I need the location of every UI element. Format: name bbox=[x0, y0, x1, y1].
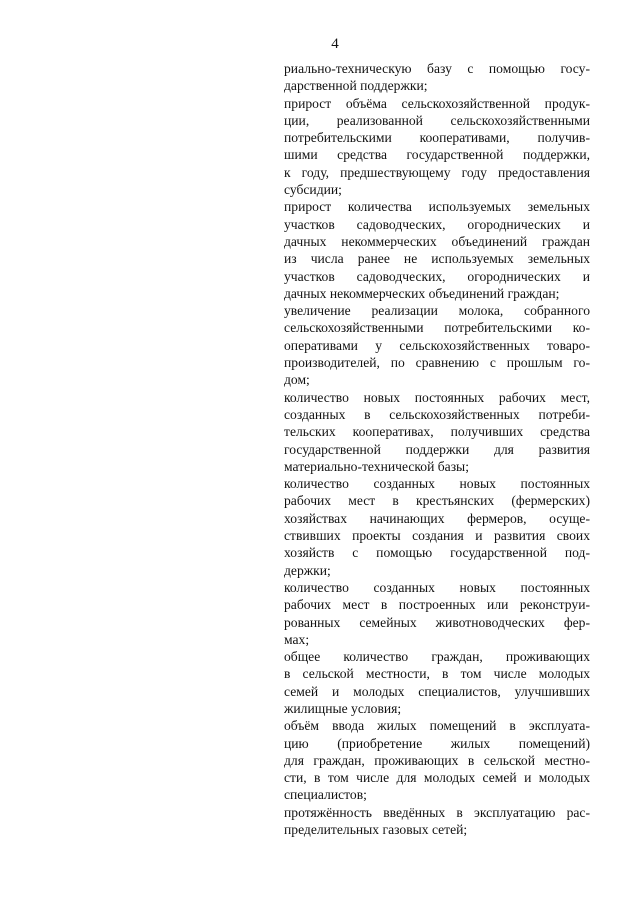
text-line: прирост объёма сельскохозяйственной продук- bbox=[284, 95, 590, 111]
paragraph bbox=[284, 198, 590, 302]
text-line: дачных некоммерческих объединений граждан bbox=[284, 233, 590, 249]
text-line: рабочих мест в построенных или реконструи- bbox=[284, 597, 590, 613]
text-line: дом; bbox=[284, 372, 310, 388]
text-line: шими средства государственной поддержки, bbox=[284, 147, 590, 163]
text-line: количество новых постоянных рабочих мест, bbox=[284, 389, 590, 405]
text-line: сти, в том числе для молодых семей и молодых bbox=[284, 770, 590, 786]
text-line: риально-техническую базу с помощью госу- bbox=[284, 61, 590, 76]
paragraph bbox=[284, 475, 590, 579]
text-line: семей и молодых специалистов, улучшивших bbox=[284, 683, 590, 699]
text-line: хозяйствах начинающих фермеров, осуще- bbox=[284, 510, 590, 526]
text-line: пределительных газовых сетей; bbox=[284, 822, 468, 838]
text-line: общее количество граждан, проживающих bbox=[284, 649, 590, 665]
text-line: из числа ранее не используемых земельных bbox=[284, 251, 590, 267]
text-line: рованных семейных животноводческих фер- bbox=[284, 614, 590, 630]
text-line: протяжённость введённых в эксплуатацию рас- bbox=[284, 804, 590, 820]
paragraph bbox=[284, 302, 590, 388]
paragraph bbox=[284, 95, 590, 199]
text-line: мах; bbox=[284, 631, 310, 647]
text-line: в сельской местности, в том числе молодых bbox=[284, 666, 590, 682]
text-line: объём ввода жилых помещений в эксплуата- bbox=[284, 718, 590, 734]
text-line: субсидии; bbox=[284, 182, 342, 198]
text-line: созданных в сельскохозяйственных потреби- bbox=[284, 406, 590, 422]
text-line: цию (приобретение жилых помещений) bbox=[284, 735, 590, 751]
document-body bbox=[284, 60, 590, 838]
text-line: рабочих мест в крестьянских (фермерских) bbox=[284, 493, 590, 509]
paragraph bbox=[284, 717, 590, 803]
text-line: сельскохозяйственными потребительскими ко- bbox=[284, 320, 590, 336]
text-line: участков садоводческих, огороднических и bbox=[284, 268, 590, 284]
text-line: увеличение реализации молока, собранного bbox=[284, 303, 590, 319]
text-line: хозяйств с помощью государственной под- bbox=[284, 545, 590, 561]
text-line: тельских кооперативах, получивших средства bbox=[284, 424, 590, 440]
page-number: 4 bbox=[331, 36, 339, 52]
paragraph bbox=[284, 60, 590, 95]
text-line: дачных некоммерческих объединений граждан; bbox=[284, 285, 560, 301]
paragraph bbox=[284, 579, 590, 648]
text-line: прирост количества используемых земельных bbox=[284, 199, 590, 215]
text-line: потребительскими кооперативами, получив- bbox=[284, 130, 590, 146]
text-line: количество созданных новых постоянных bbox=[284, 476, 590, 492]
text-line: к году, предшествующему году предоставления bbox=[284, 164, 590, 180]
text-line: количество созданных новых постоянных bbox=[284, 579, 590, 595]
paragraph bbox=[284, 389, 590, 475]
text-line: ции, реализованной сельскохозяйственными bbox=[284, 112, 590, 128]
text-line: специалистов; bbox=[284, 787, 367, 803]
text-line: ствивших проекты создания и развития своих bbox=[284, 528, 590, 544]
text-line: жилищные условия; bbox=[284, 700, 402, 716]
text-line: государственной поддержки для развития bbox=[284, 441, 590, 457]
text-line: материально-технической базы; bbox=[284, 458, 469, 474]
text-line: оперативами у сельскохозяйственных товаро- bbox=[284, 337, 590, 353]
text-line: держки; bbox=[284, 562, 331, 578]
paragraph bbox=[284, 648, 590, 717]
text-line: участков садоводческих, огороднических и bbox=[284, 216, 590, 232]
text-line: производителей, по сравнению с прошлым го- bbox=[284, 355, 590, 371]
paragraph bbox=[284, 804, 590, 839]
text-line: для граждан, проживающих в сельской местно- bbox=[284, 752, 590, 768]
text-line: дарственной поддержки; bbox=[284, 78, 428, 94]
